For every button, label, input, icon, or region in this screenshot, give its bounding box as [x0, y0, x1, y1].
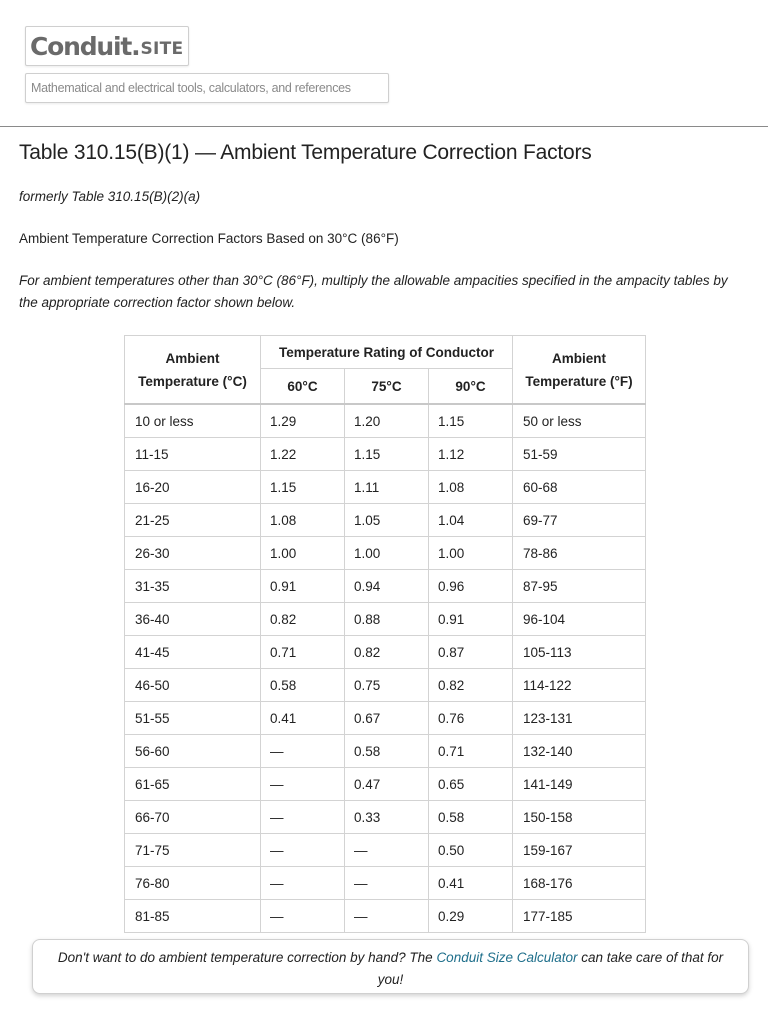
formerly-note: formerly Table 310.15(B)(2)(a): [19, 189, 201, 204]
calculator-callout: [32, 939, 749, 994]
table-row: [125, 471, 646, 504]
cell-ambient-celsius: 11-15: [125, 438, 261, 471]
cell-factor-75c: 1.20: [345, 404, 429, 438]
cell-factor-90c: 0.65: [429, 768, 513, 801]
cell-factor-90c: 0.58: [429, 801, 513, 834]
cell-ambient-fahrenheit: 177-185: [513, 900, 646, 933]
cell-ambient-celsius: 36-40: [125, 603, 261, 636]
table-row: [125, 867, 646, 900]
cell-ambient-fahrenheit: 51-59: [513, 438, 646, 471]
cell-factor-60c: —: [261, 768, 345, 801]
cell-ambient-fahrenheit: 78-86: [513, 537, 646, 570]
cell-ambient-celsius: 76-80: [125, 867, 261, 900]
cell-factor-75c: 0.67: [345, 702, 429, 735]
site-tagline: Mathematical and electrical tools, calculators, and references: [25, 73, 389, 103]
table-body: [125, 404, 646, 933]
cell-factor-90c: 0.91: [429, 603, 513, 636]
cell-ambient-celsius: 31-35: [125, 570, 261, 603]
cell-factor-60c: —: [261, 801, 345, 834]
cell-factor-75c: —: [345, 834, 429, 867]
cell-ambient-celsius: 71-75: [125, 834, 261, 867]
table-row: [125, 570, 646, 603]
cell-ambient-celsius: 81-85: [125, 900, 261, 933]
cell-ambient-fahrenheit: 114-122: [513, 669, 646, 702]
cell-factor-60c: —: [261, 900, 345, 933]
cell-ambient-celsius: 56-60: [125, 735, 261, 768]
cell-ambient-fahrenheit: 150-158: [513, 801, 646, 834]
cell-ambient-celsius: 66-70: [125, 801, 261, 834]
cell-factor-60c: 0.41: [261, 702, 345, 735]
table-row: [125, 404, 646, 438]
cell-ambient-fahrenheit: 132-140: [513, 735, 646, 768]
cell-factor-90c: 0.71: [429, 735, 513, 768]
cell-factor-90c: 0.87: [429, 636, 513, 669]
table-row: [125, 636, 646, 669]
cell-factor-75c: 0.47: [345, 768, 429, 801]
cell-ambient-celsius: 26-30: [125, 537, 261, 570]
cell-factor-75c: 0.58: [345, 735, 429, 768]
cell-ambient-celsius: 61-65: [125, 768, 261, 801]
logo-suffix-text: SITE: [140, 38, 184, 59]
cell-factor-90c: 1.04: [429, 504, 513, 537]
cell-ambient-fahrenheit: 141-149: [513, 768, 646, 801]
conduit-size-calculator-link[interactable]: Conduit Size Calculator: [436, 950, 578, 965]
cell-factor-90c: 0.41: [429, 867, 513, 900]
header-ambient-fahrenheit: Ambient Temperature (°F): [513, 336, 646, 405]
cell-factor-60c: 0.71: [261, 636, 345, 669]
cell-factor-90c: 0.96: [429, 570, 513, 603]
site-logo[interactable]: [25, 26, 189, 66]
table-row: [125, 834, 646, 867]
cell-factor-60c: 1.22: [261, 438, 345, 471]
callout-text-before: Don't want to do ambient temperature correction by hand? The: [57, 950, 437, 965]
cell-factor-90c: 0.50: [429, 834, 513, 867]
table-row: [125, 702, 646, 735]
cell-factor-75c: 0.33: [345, 801, 429, 834]
cell-factor-90c: 0.29: [429, 900, 513, 933]
cell-factor-75c: 0.94: [345, 570, 429, 603]
cell-factor-60c: 1.15: [261, 471, 345, 504]
logo-main-text: Conduit.: [30, 31, 140, 61]
table-row: [125, 537, 646, 570]
table-row: [125, 504, 646, 537]
table-row: [125, 900, 646, 933]
header-60c: 60°C: [261, 369, 345, 405]
table-row: [125, 438, 646, 471]
cell-factor-75c: 1.05: [345, 504, 429, 537]
table-row: [125, 603, 646, 636]
table-row: [125, 768, 646, 801]
cell-ambient-fahrenheit: 159-167: [513, 834, 646, 867]
cell-factor-60c: —: [261, 834, 345, 867]
cell-factor-90c: 1.12: [429, 438, 513, 471]
cell-factor-60c: —: [261, 867, 345, 900]
header-90c: 90°C: [429, 369, 513, 405]
table-header-row: [125, 336, 646, 369]
cell-factor-60c: 1.00: [261, 537, 345, 570]
table-row: [125, 735, 646, 768]
cell-factor-75c: 1.00: [345, 537, 429, 570]
cell-ambient-fahrenheit: 96-104: [513, 603, 646, 636]
cell-factor-75c: 0.82: [345, 636, 429, 669]
cell-ambient-celsius: 21-25: [125, 504, 261, 537]
cell-ambient-fahrenheit: 105-113: [513, 636, 646, 669]
cell-factor-75c: —: [345, 900, 429, 933]
cell-ambient-fahrenheit: 168-176: [513, 867, 646, 900]
callout-text-after: can take care of that for you!: [377, 950, 724, 987]
cell-ambient-celsius: 10 or less: [125, 404, 261, 438]
header-temperature-rating: Temperature Rating of Conductor: [261, 336, 513, 369]
cell-factor-60c: 1.08: [261, 504, 345, 537]
cell-factor-75c: 1.11: [345, 471, 429, 504]
site-header: [0, 0, 768, 127]
cell-ambient-fahrenheit: 60-68: [513, 471, 646, 504]
cell-ambient-fahrenheit: 50 or less: [513, 404, 646, 438]
cell-factor-75c: 0.75: [345, 669, 429, 702]
cell-factor-60c: 0.82: [261, 603, 345, 636]
cell-factor-90c: 0.76: [429, 702, 513, 735]
cell-ambient-celsius: 51-55: [125, 702, 261, 735]
cell-factor-90c: 1.00: [429, 537, 513, 570]
cell-ambient-fahrenheit: 87-95: [513, 570, 646, 603]
header-ambient-celsius: Ambient Temperature (°C): [125, 336, 261, 405]
cell-factor-60c: 0.58: [261, 669, 345, 702]
cell-ambient-fahrenheit: 69-77: [513, 504, 646, 537]
cell-factor-90c: 0.82: [429, 669, 513, 702]
cell-factor-90c: 1.15: [429, 404, 513, 438]
page-title: Table 310.15(B)(1) — Ambient Temperature Correction Factors: [19, 141, 592, 164]
cell-factor-90c: 1.08: [429, 471, 513, 504]
cell-factor-75c: 1.15: [345, 438, 429, 471]
cell-factor-60c: 0.91: [261, 570, 345, 603]
cell-factor-75c: 0.88: [345, 603, 429, 636]
correction-factors-table: [124, 335, 646, 933]
cell-factor-60c: —: [261, 735, 345, 768]
cell-ambient-fahrenheit: 123-131: [513, 702, 646, 735]
cell-factor-75c: —: [345, 867, 429, 900]
table-instructions: For ambient temperatures other than 30°C (86°F), multiply the allowable ampacities specified in the ampacity tables by the appropriate correction factor shown below.: [19, 273, 728, 310]
cell-ambient-celsius: 16-20: [125, 471, 261, 504]
header-75c: 75°C: [345, 369, 429, 405]
table-basis: Ambient Temperature Correction Factors Based on 30°C (86°F): [19, 231, 399, 246]
cell-ambient-celsius: 41-45: [125, 636, 261, 669]
table-row: [125, 669, 646, 702]
cell-factor-60c: 1.29: [261, 404, 345, 438]
cell-ambient-celsius: 46-50: [125, 669, 261, 702]
table-row: [125, 801, 646, 834]
